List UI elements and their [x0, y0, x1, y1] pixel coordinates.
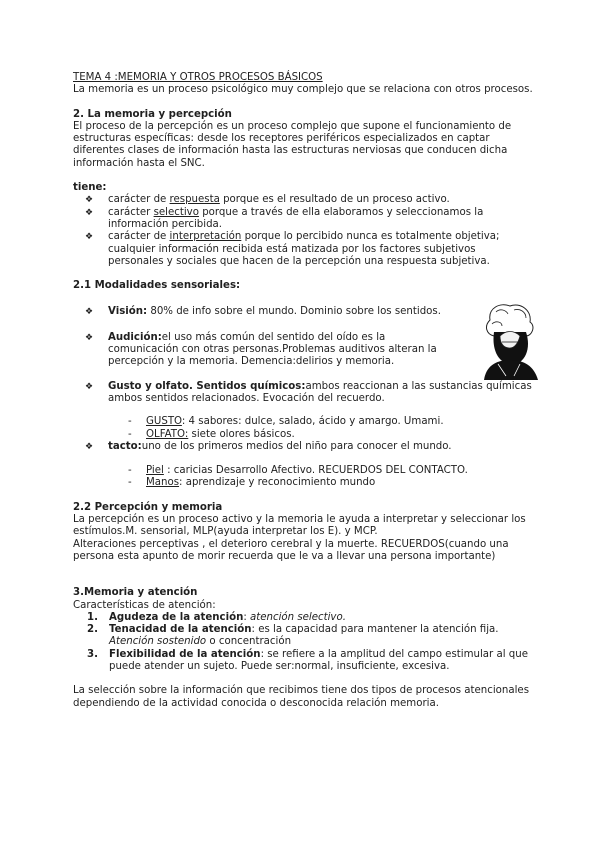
list-item-vision: ❖ Visión: 80% de info sobre el mundo. Dominio sobre los sentidos.: [85, 306, 441, 318]
diamond-bullet-icon: ❖: [85, 232, 94, 243]
diamond-bullet-icon: ❖: [85, 195, 94, 206]
perception-characteristics-list: [73, 194, 533, 268]
sensory-modalities-list: [73, 306, 533, 405]
list-item: ❖ carácter de respuesta porque es el resultado de un proceso activo.: [85, 194, 450, 206]
section-2-1-heading: 2.1 Modalidades sensoriales:: [73, 280, 241, 292]
list-item-audicion: ❖ Audición:el uso más común del sentido del oído es la comunicación con otras personas.Problemas auditivos alteran la percepción y la memoria. Demencia:delirios y memoria.: [85, 331, 437, 368]
list-item: ❖ carácter de interpretación porque lo percibido nunca es totalmente objetiva; cualquier información recibida está matizada por los factores subjetivos personales y sociales que hacen de la percepción una respuesta subjetiva.: [85, 231, 500, 267]
list-item: - Manos: aprendizaje y reconocimiento mundo: [128, 477, 376, 489]
list-item: 3. Flexibilidad de la atención: se refiere a la amplitud del campo estimular al que puede atender un sujeto. Puede ser:normal, insuficiente, excesiva.: [87, 648, 528, 672]
list-item: - OLFATO: siete olores básicos.: [128, 428, 295, 440]
section-3-subtitle: Características de atención:: [73, 599, 216, 611]
illustration-image: [480, 302, 540, 380]
list-item: - Piel : caricias Desarrollo Afectivo. RECUERDOS DEL CONTACTO.: [128, 465, 468, 477]
list-item: - GUSTO: 4 sabores: dulce, salado, ácido y amargo. Umami.: [128, 416, 444, 428]
attention-characteristics-list: [73, 612, 533, 673]
section-3-heading: 3.Memoria y atención: [73, 587, 198, 599]
list-item: ❖ carácter selectivo porque a través de ella elaboramos y seleccionamos la información percibida.: [85, 206, 484, 230]
diamond-bullet-icon: ❖: [85, 381, 94, 392]
section-2-2-text-2: Alteraciones perceptivas , el deterioro cerebral y la muerte. RECUERDOS(cuando una persona esta apunto de morir recuerda que le va a llevar una persona importante): [73, 538, 509, 562]
gusto-olfato-sublist: [73, 416, 533, 441]
list-item-tacto: ❖ tacto:uno de los primeros medios del niño para conocer el mundo.: [85, 440, 452, 452]
tiene-label: tiene:: [73, 182, 107, 194]
diamond-bullet-icon: ❖: [85, 441, 94, 452]
intro-paragraph: La memoria es un proceso psicológico muy complejo que se relaciona con otros procesos.: [73, 84, 533, 96]
list-item-gusto-olfato: ❖ Gusto y olfato. Sentidos químicos:ambos reaccionan a las sustancias químicas ambos sentidos relacionados. Evocación del recuerdo.: [85, 380, 532, 404]
diamond-bullet-icon: ❖: [85, 207, 94, 218]
diamond-bullet-icon: ❖: [85, 332, 94, 343]
diamond-bullet-icon: ❖: [85, 307, 94, 318]
tacto-sublist: [73, 465, 533, 490]
doc-title: TEMA 4 :MEMORIA Y OTROS PROCESOS BÁSICOS: [73, 72, 323, 83]
list-item: 2. Tenacidad de la atención: es la capacidad para mantener la atención fija. Atención sostenido o concentración: [87, 624, 499, 648]
closing-paragraph: La selección sobre la información que recibimos tiene dos tipos de procesos atencionales dependiendo de la actividad conocida o desconocida relación memoria.: [73, 685, 530, 709]
section-2-heading: 2. La memoria y percepción: [73, 108, 232, 120]
list-item: 1. Agudeza de la atención: atención selectivo.: [87, 611, 346, 623]
tacto-list: [73, 441, 533, 453]
person-hiding-face-illustration: [480, 302, 540, 380]
document-page: [73, 72, 533, 710]
section-2-2-text: La percepción es un proceso activo y la memoria le ayuda a interpretar y seleccionar los estímulos.M. sensorial, MLP(ayuda interpretar los E). y MCP.: [73, 514, 526, 538]
section-2-2-heading: 2.2 Percepción y memoria: [73, 501, 223, 513]
section-2-text: El proceso de la percepción es un proceso complejo que supone el funcionamiento de estructuras específicas: desde los receptores periféricos especializados en captar diferentes clases de información hasta las estructuras nerviosas que conducen dicha información hasta el SNC.: [73, 120, 512, 169]
